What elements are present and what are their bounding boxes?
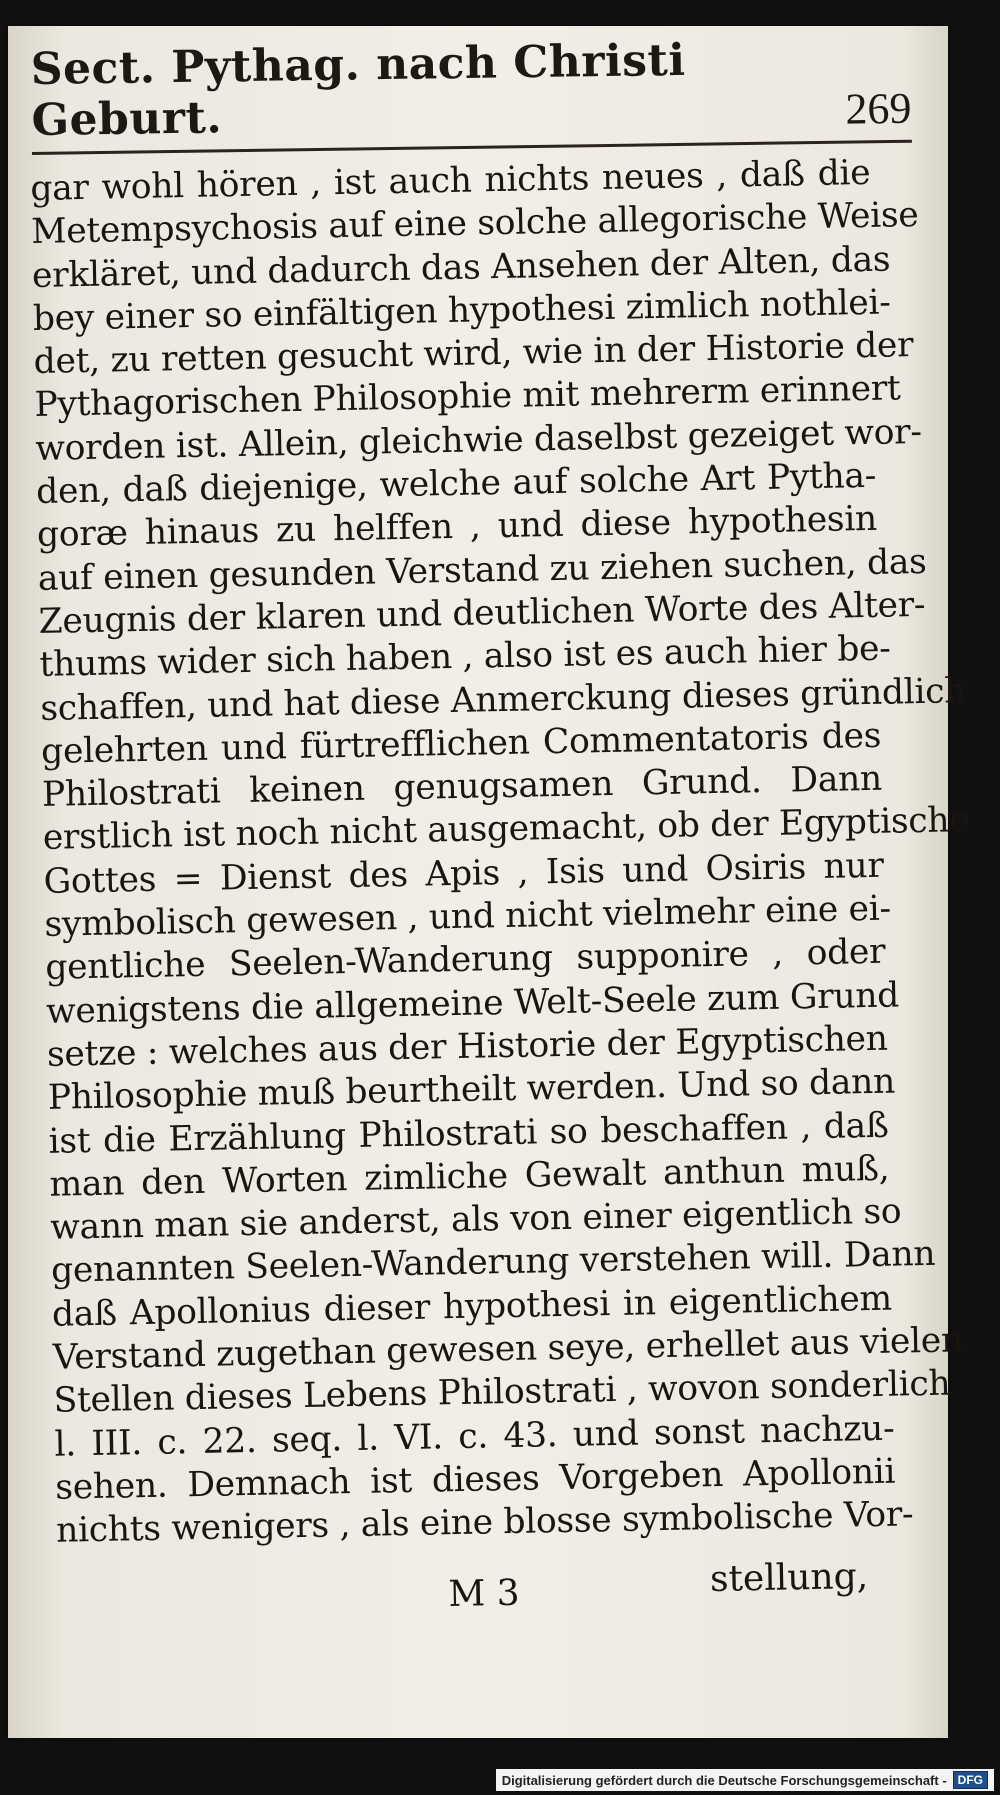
text-line: sehen. Demnach ist dieses Vorgeben Apollonii [54, 1451, 896, 1508]
text-line: den, daß diejenige, welche auf solche Art Pytha- [35, 455, 877, 513]
text-line: erstlich ist noch nicht ausgemacht, ob der Egyptische [42, 800, 970, 859]
text-line: genannten Seelen-Wanderung verstehen will. Dann [50, 1234, 936, 1292]
text-line: Pythagorischen Philosophie mit mehrerm erinnert [34, 368, 901, 426]
catchword: stellung, [709, 1555, 869, 1600]
text-line: symbolisch gewesen , und nicht vielmehr eine ei- [44, 888, 892, 945]
text-line: schaffen, und hat diese Anmerckung dieses gründlich [39, 670, 967, 729]
text-line: Metempsychosis auf eine solche allegorische Weise [30, 195, 919, 253]
text-line: gentliche Seelen-Wanderung supponire , oder [44, 932, 886, 989]
page-header [30, 34, 912, 155]
text-line: setze : welches aus der Historie der Egyptischen [46, 1018, 888, 1075]
text-line: Verstand zugethan gewesen seye, erhellet aus vielen [52, 1320, 964, 1378]
text-line: ist die Erzählung Philostrati so beschaffen , daß [48, 1105, 889, 1162]
text-line: nichts wenigers , als eine blosse symbolische Vor- [55, 1494, 914, 1551]
text-line: auf einen gesunden Verstand zu ziehen suchen, das [37, 541, 927, 599]
text-line: worden ist. Allein, gleichwie daselbst gezeiget wor- [35, 411, 923, 469]
signature-mark: M 3 [448, 1572, 520, 1615]
text-line: thums wider sich haben , also ist es auch hier be- [39, 628, 891, 686]
text-line: wenigstens die allgemeine Welt-Seele zum Grund [45, 975, 900, 1032]
page-number: 269 [845, 83, 912, 134]
book-page [8, 26, 970, 1738]
text-line: daß Apollonius dieser hypothesi in eigentlichem [51, 1278, 893, 1335]
running-head: Sect. Pythag. nach Christi Geburt. [30, 34, 686, 147]
text-line: goræ hinaus zu helffen , und diese hypothesin [36, 499, 878, 556]
text-line: gar wohl hören , ist auch nichts neues , daß die [30, 152, 871, 209]
text-line: l. III. c. 22. seq. l. VI. c. 43. und sonst nachzu- [54, 1408, 895, 1465]
body-text [30, 152, 970, 1553]
text-line: det, zu retten gesucht wird, wie in der Historie der [33, 325, 914, 383]
text-line: erkläret, und dadurch das Ansehen der Alten, das [31, 239, 891, 296]
text-line: Philosophie muß beurtheilt werden. Und so dann [47, 1061, 896, 1119]
text-line: gelehrten und fürtrefflichen Commentatoris des [40, 715, 882, 772]
text-line: bey einer so einfältigen hypothesi zimlich nothlei- [32, 282, 891, 339]
page-footer [448, 1555, 869, 1624]
text-line: man den Worten zimliche Gewalt anthun muß, [49, 1148, 890, 1205]
text-line: Gottes = Dienst des Apis , Isis und Osiris nur [43, 845, 884, 902]
credit-text: Digitalisierung gefördert durch die Deutsche Forschungsgemeinschaft - [501, 1772, 947, 1788]
text-line: wann man sie anderst, als von einer eigentlich so [49, 1191, 902, 1248]
text-line: Philostrati keinen genugsamen Grund. Dann [41, 758, 883, 816]
text-line: Zeugnis der klaren und deutlichen Worte des Alter- [38, 584, 926, 642]
digitization-credit [496, 1769, 994, 1791]
dfg-logo: DFG [953, 1771, 988, 1789]
text-line: Stellen dieses Lebens Philostrati , wovon sonderlich [53, 1363, 951, 1422]
